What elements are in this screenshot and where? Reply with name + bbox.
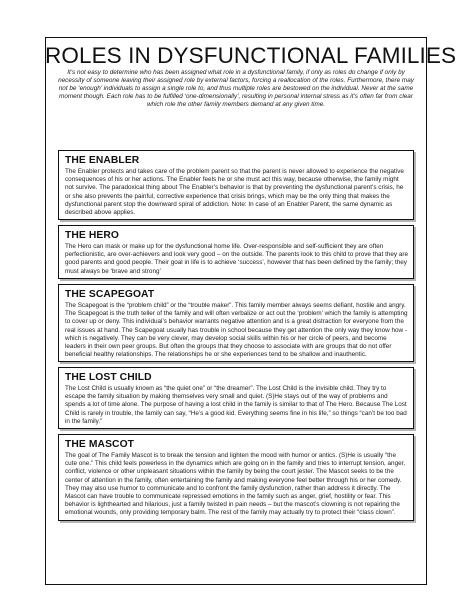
role-heading-mascot: THE MASCOT bbox=[65, 439, 135, 450]
role-card-scapegoat bbox=[58, 284, 414, 362]
role-description-hero: The Hero can mask or make up for the dysfunctional home life. Over-responsible and self-sufficient they are often perfectionistic, are over-achievers and look very good – on the outside. The parents look to this child to prove that they are good parents and good people. Their goal in life is to achieve ‘success’, however that has been defined by the family; they must always be ‘brave and strong’ bbox=[65, 243, 408, 275]
page-title: ROLES IN DYSFUNCTIONAL FAMILIES bbox=[45, 43, 457, 68]
role-heading-scapegoat: THE SCAPEGOAT bbox=[65, 289, 155, 300]
role-heading-lost-child: THE LOST CHILD bbox=[65, 372, 152, 383]
role-card-enabler bbox=[58, 150, 414, 220]
role-card-hero bbox=[58, 225, 414, 279]
role-heading-hero: THE HERO bbox=[65, 230, 120, 241]
role-description-scapegoat: The Scapegoat is the “problem child” or the “trouble maker”. This family member always seems defiant, hostile and angry. The Scapegoat is the truth teller of the family and will often verbalize or act out the ‘problem’ which the family is attempting to cover up or deny. This individual’s behavior warrants negative attention and is a great distraction for everyone from the real issues at hand. The Scapegoat usually has trouble in school because they get attention the only way they know how - which is negatively. They can be very clever, may develop social skills within his or her circle of peers, and become leaders in their own peer groups. But often the groups that they choose to associate with are groups that do not offer beneficial healthy relationships. The relationships he or she experiences tend to be shallow and inauthentic. bbox=[65, 302, 408, 359]
role-description-lost-child: The Lost Child is usually known as “the quiet one” or “the dreamer”. The Lost Child is the invisible child. They try to escape the family situation by making themselves very small and quiet. (S)He stays out of the way of problems and spends a lot of time alone. The purpose of having a lost child in the family is similar to that of The Hero. Because The Lost Child is rarely in trouble, the family can say, “He’s a good kid. Everything seems fine in his life,” so things “can’t be too bad in the family.” bbox=[65, 385, 407, 425]
role-heading-enabler: THE ENABLER bbox=[65, 155, 140, 166]
role-description-enabler: The Enabler protects and takes care of the problem parent so that the parent is never allowed to experience the negative consequences of his or her actions. The Enabler feels he or she must act this way, because otherwise, the family might not survive. The paradoxical thing about The Enabler’s behavior is that by preventing the dysfunctional parent’s crisis, he or she also prevents the painful, corrective experience that crisis brings, which may be the only thing that makes the dysfunctional parent stop the downward spiral of addiction. Note: In case of an Enabler Parent, the same dynamic as described above applies. bbox=[65, 168, 404, 217]
role-card-lost-child bbox=[58, 367, 414, 429]
role-description-mascot: The goal of The Family Mascot is to break the tension and lighten the mood with humor or antics. (S)He is usually “the cute one.” This child feels powerless in the dynamics which are going on in the family and tries to interrupt tension, anger, conflict, violence or other unpleasant situations within the family by being the court jester. The Mascot seeks to be the center of attention in the family, often entertaining the family and making everyone feel better through his or her comedy. They may also use humor to communicate and to confront the family dysfunction, rather than address it directly. The Mascot can have trouble to communicate repressed emotions in the family such as anger, grief, hostility or fear. This behavior is lighthearted and hilarious, just a family twisted in pain needs – but the mascot’s clowning is not repairing the emotional wounds, only providing temporary balm. The rest of the family may actually try to protect their “class clown”. bbox=[65, 452, 406, 517]
intro-paragraph: It’s not easy to determine who has been assigned what role in a dysfunctional family, if only as roles do change if only by necessity of someone leaving their assigned role by external factors, forcing a reallocation of the roles. Furthermore, there may not be ‘enough’ individuals to assign a single role to, and thus multiple roles are bestowed on the individual. Never at the same moment though. Each role has to be fulfilled ‘one-dimensionally’, resulting in personal internal stress as it’s often far from clear which role the other family members demand at any given time. bbox=[58, 69, 414, 109]
role-card-mascot bbox=[58, 434, 414, 521]
